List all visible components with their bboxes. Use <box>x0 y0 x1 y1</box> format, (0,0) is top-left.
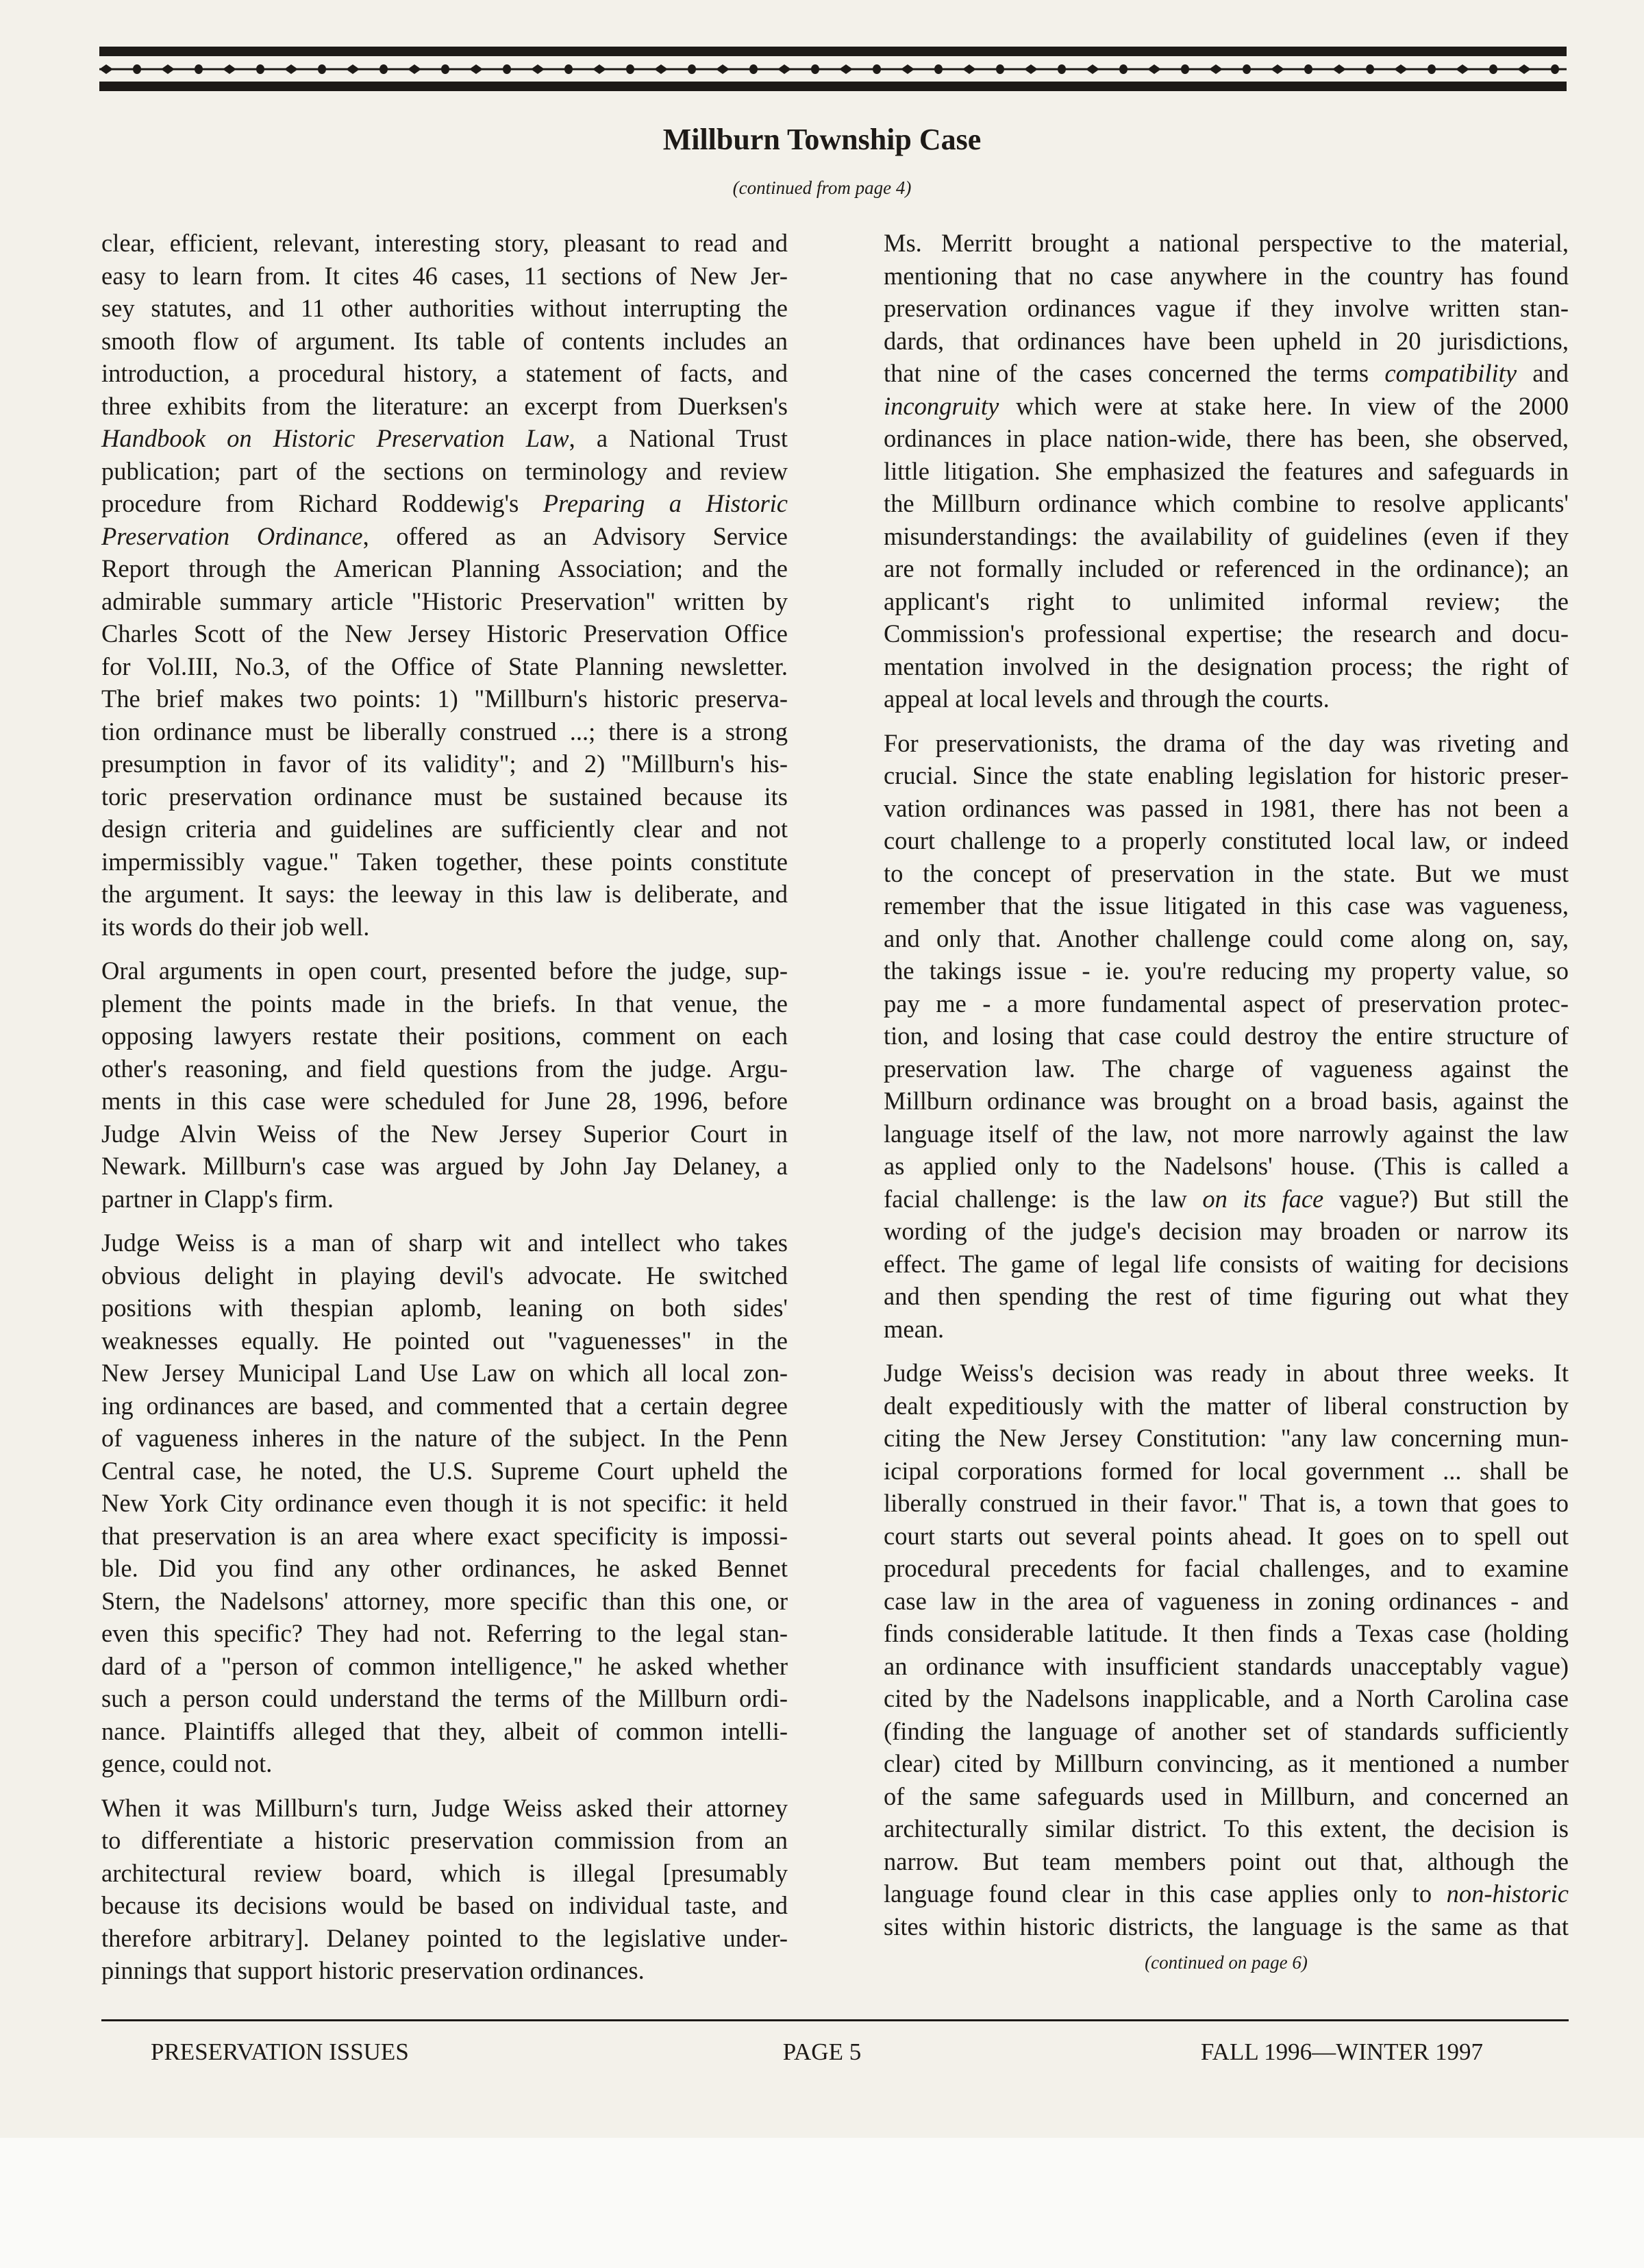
text-segment: ing ordinances are based, and commented that a certain degree <box>101 1391 788 1420</box>
page-margin <box>0 2138 1644 2268</box>
text-line <box>101 1650 788 1683</box>
text-line <box>101 585 788 618</box>
text-segment: to the concept of preservation in the state. But we must <box>884 859 1569 887</box>
text-line <box>101 325 788 358</box>
text-segment: gence, could not. <box>101 1749 273 1777</box>
dot-ornament <box>1366 64 1374 74</box>
text-segment: dards, that ordinances have been upheld in 20 jurisdictions, <box>884 326 1569 355</box>
text-segment: such a person could understand the terms of the Millburn ordi- <box>101 1684 788 1712</box>
text-segment: Charles Scott of the New Jersey Historic Preservation Office <box>101 619 788 648</box>
italic-title-text: non-historic <box>1446 1879 1569 1908</box>
text-line <box>101 1487 788 1520</box>
diamond-ornament <box>654 64 668 74</box>
paragraph <box>884 227 1569 715</box>
diamond-ornament <box>1517 64 1531 74</box>
text-line <box>884 552 1569 585</box>
text-segment: narrow. But team members point out that, although the <box>884 1847 1569 1875</box>
footer-issue-date: FALL 1996—WINTER 1997 <box>1200 2038 1483 2065</box>
text-segment: presumption in favor of its validity"; and 2) "Millburn's his- <box>101 750 788 778</box>
text-line <box>884 1910 1569 1943</box>
text-segment: Ms. Merritt brought a national perspective to the material, <box>884 229 1569 257</box>
text-segment: that nine of the cases concerned the terms <box>884 359 1385 387</box>
text-segment: that preservation is an area where exact specificity is impossi- <box>101 1521 788 1550</box>
text-segment: cited by the Nadelsons inapplicable, and a North Carolina case <box>884 1684 1569 1712</box>
text-segment: misunderstandings: the availability of guidelines (even if they <box>884 521 1569 550</box>
text-line <box>101 1617 788 1650</box>
dot-ornament <box>256 64 264 74</box>
text-line <box>884 1455 1569 1488</box>
text-segment: Commission's professional expertise; the research and docu- <box>884 619 1569 648</box>
diamond-ornament <box>716 64 730 74</box>
text-segment: ments in this case were scheduled for June 28, 1996, before <box>101 1087 788 1115</box>
text-segment: applicant's right to unlimited informal review; the <box>884 587 1569 615</box>
paragraph <box>101 954 788 1215</box>
left-column <box>101 227 788 1999</box>
text-line <box>884 1020 1569 1052</box>
text-line <box>884 1650 1569 1683</box>
dot-ornament <box>1489 64 1497 74</box>
text-segment: little litigation. She emphasized the features and safeguards in <box>884 456 1569 485</box>
text-segment: positions with thespian aplomb, leaning on both sides' <box>101 1294 788 1322</box>
text-segment: for Vol.III, No.3, of the Office of State Planning newsletter. <box>101 652 788 680</box>
text-segment: Millburn ordinance was brought on a broad basis, against the <box>884 1087 1569 1115</box>
diamond-ornament <box>99 64 113 74</box>
diamond-ornament <box>1394 64 1408 74</box>
text-line <box>884 857 1569 890</box>
dot-ornament <box>1181 64 1189 74</box>
text-line <box>884 357 1569 390</box>
diamond-ornament <box>1456 64 1469 74</box>
text-line <box>101 748 788 780</box>
text-line <box>101 227 788 260</box>
text-line <box>101 292 788 325</box>
text-line <box>884 1183 1569 1216</box>
text-segment: Central case, he noted, the U.S. Supreme Court upheld the <box>101 1456 788 1485</box>
text-line <box>884 422 1569 455</box>
text-line <box>884 585 1569 618</box>
text-line <box>101 422 788 455</box>
dot-ornament <box>688 64 696 74</box>
text-segment: vation ordinances was passed in 1981, there has not been a <box>884 793 1569 822</box>
text-line <box>884 1877 1569 1910</box>
dot-ornament <box>1058 64 1066 74</box>
dot-ornament <box>626 64 634 74</box>
diamond-ornament <box>408 64 421 74</box>
diamond-ornament <box>1147 64 1161 74</box>
diamond-ornament <box>839 64 853 74</box>
text-line <box>101 1052 788 1085</box>
text-segment: therefore arbitrary]. Delaney pointed to the legislative under- <box>101 1923 788 1952</box>
text-line <box>884 1585 1569 1618</box>
text-line <box>101 1824 788 1857</box>
dot-ornament <box>1428 64 1436 74</box>
paragraph <box>101 227 788 943</box>
text-line <box>101 1150 788 1183</box>
dot-ornament <box>503 64 511 74</box>
diamond-ornament <box>161 64 175 74</box>
text-line <box>101 780 788 813</box>
text-line <box>101 1954 788 1987</box>
text-segment: tion ordinance must be liberally construed ...; there is a strong <box>101 717 788 745</box>
text-line <box>101 682 788 715</box>
text-line <box>884 1150 1569 1183</box>
text-line <box>884 227 1569 260</box>
text-segment: Report through the American Planning Association; and the <box>101 554 788 582</box>
text-line <box>101 1682 788 1715</box>
footer-publication: PRESERVATION ISSUES <box>151 2038 409 2065</box>
text-segment: an ordinance with insufficient standards unacceptably vague) <box>884 1651 1569 1680</box>
text-segment: , a National Trust <box>569 424 788 452</box>
text-segment: pay me - a more fundamental aspect of preservation protec- <box>884 989 1569 1018</box>
text-segment: as applied only to the Nadelsons' house. (This is called a <box>884 1152 1569 1180</box>
diamond-ornament <box>346 64 360 74</box>
dot-ornament <box>195 64 203 74</box>
text-line <box>884 390 1569 423</box>
diamond-ornament <box>469 64 483 74</box>
text-segment: dealt expeditiously with the matter of liberal construction by <box>884 1391 1569 1420</box>
diamond-ornament <box>593 64 606 74</box>
header-bottom-bar <box>99 82 1567 91</box>
text-line <box>884 792 1569 825</box>
text-line <box>101 390 788 423</box>
text-line <box>884 1617 1569 1650</box>
text-segment: Newark. Millburn's case was argued by John Jay Delaney, a <box>101 1152 788 1180</box>
dot-ornament <box>1243 64 1251 74</box>
diamond-ornament <box>1086 64 1099 74</box>
text-segment: of the same safeguards used in Millburn, and concerned an <box>884 1782 1569 1810</box>
text-segment: finds considerable latitude. It then finds a Texas case (holding <box>884 1619 1569 1647</box>
text-line <box>884 1552 1569 1585</box>
text-segment: even this specific? They had not. Referring to the legal stan- <box>101 1619 788 1647</box>
right-column <box>884 227 1569 1975</box>
dot-ornament <box>1304 64 1312 74</box>
text-line <box>101 878 788 911</box>
diamond-ornament <box>962 64 976 74</box>
text-line <box>884 1390 1569 1422</box>
text-line <box>101 1227 788 1259</box>
text-line <box>884 1085 1569 1118</box>
text-line <box>101 1259 788 1292</box>
text-segment: preservation law. The charge of vagueness against the <box>884 1054 1569 1083</box>
text-line <box>884 650 1569 683</box>
text-line <box>884 487 1569 520</box>
text-line <box>101 357 788 390</box>
diamond-ornament <box>531 64 545 74</box>
italic-title-text: Preparing a Historic <box>543 489 788 517</box>
text-segment: effect. The game of legal life consists of waiting for decisions <box>884 1249 1569 1278</box>
text-segment: other's reasoning, and field questions from the judge. Argu- <box>101 1054 788 1083</box>
text-line <box>101 954 788 987</box>
text-segment: New Jersey Municipal Land Use Law on which all local zon- <box>101 1359 788 1387</box>
text-segment: dard of a "person of common intelligence," he asked whether <box>101 1651 788 1680</box>
text-segment: clear, efficient, relevant, interesting story, pleasant to read and <box>101 229 788 257</box>
text-segment: three exhibits from the literature: an excerpt from Duerksen's <box>101 391 788 420</box>
diamond-ornament <box>1209 64 1223 74</box>
text-line <box>101 911 788 944</box>
text-segment: sey statutes, and 11 other authorities without interrupting the <box>101 294 788 322</box>
text-line <box>101 715 788 748</box>
continued-on-note: (continued on page 6) <box>1145 1952 1308 1973</box>
text-line <box>101 552 788 585</box>
text-line <box>101 1085 788 1118</box>
dot-ornament <box>934 64 943 74</box>
diamond-ornament <box>1332 64 1346 74</box>
diamond-ornament <box>1271 64 1284 74</box>
text-line <box>884 1357 1569 1390</box>
text-line <box>101 1747 788 1780</box>
text-segment: obvious delight in playing devil's advocate. He switched <box>101 1261 788 1290</box>
text-segment: ble. Did you find any other ordinances, he asked Bennet <box>101 1554 788 1582</box>
dot-ornament <box>564 64 573 74</box>
text-segment: wording of the judge's decision may broaden or narrow its <box>884 1217 1569 1245</box>
text-segment: , offered as an Advisory Service <box>362 521 788 550</box>
dot-ornament <box>1551 64 1559 74</box>
text-segment: ordinances in place nation-wide, there has been, she observed, <box>884 424 1569 452</box>
text-line <box>101 1183 788 1216</box>
text-segment: mean. <box>884 1314 945 1343</box>
text-line <box>884 1215 1569 1248</box>
text-segment: publication; part of the sections on terminology and review <box>101 456 788 485</box>
text-line <box>101 1792 788 1825</box>
text-line <box>101 1118 788 1150</box>
text-line <box>101 617 788 650</box>
dot-ornament <box>441 64 449 74</box>
text-segment: and <box>1517 359 1569 387</box>
text-segment: Oral arguments in open court, presented before the judge, sup- <box>101 957 788 985</box>
text-line <box>101 1715 788 1748</box>
text-line <box>101 1857 788 1890</box>
text-segment: Judge Weiss is a man of sharp wit and intellect who takes <box>101 1229 788 1257</box>
text-line <box>101 1292 788 1324</box>
italic-title-text: Handbook on Historic Preservation Law <box>101 424 569 452</box>
text-segment: which were at stake here. In view of the 2000 <box>999 391 1569 420</box>
text-segment: and only that. Another challenge could come along on, say, <box>884 924 1569 952</box>
text-segment: Judge Alvin Weiss of the New Jersey Superior Court in <box>101 1119 788 1148</box>
text-line <box>884 1747 1569 1780</box>
text-line <box>101 487 788 520</box>
text-segment: procedural precedents for facial challenges, and to examine <box>884 1554 1569 1582</box>
text-segment: New York City ordinance even though it is not specific: it held <box>101 1489 788 1517</box>
text-line <box>101 1422 788 1455</box>
text-segment: For preservationists, the drama of the day was riveting and <box>884 728 1569 757</box>
text-line <box>101 1020 788 1052</box>
text-segment: appeal at local levels and through the courts. <box>884 685 1330 713</box>
dot-ornament <box>133 64 141 74</box>
italic-title-text: on its face <box>1202 1184 1324 1213</box>
text-segment: toric preservation ordinance must be sustained because its <box>101 782 788 811</box>
text-segment: and then spending the rest of time figuring out what they <box>884 1282 1569 1310</box>
text-line <box>884 1845 1569 1878</box>
dot-ornament <box>379 64 388 74</box>
text-segment: admirable summary article "Historic Preservation" written by <box>101 587 788 615</box>
text-line <box>101 1552 788 1585</box>
text-line <box>101 1455 788 1488</box>
text-segment: liberally construed in their favor." That is, a town that goes to <box>884 1489 1569 1517</box>
text-segment: (finding the language of another set of standards sufficiently <box>884 1716 1569 1745</box>
text-segment: icipal corporations formed for local government ... shall be <box>884 1456 1569 1485</box>
text-line <box>884 1487 1569 1520</box>
text-segment: court challenge to a properly constituted local law, or indeed <box>884 826 1569 854</box>
text-segment: the takings issue - ie. you're reducing my property value, so <box>884 957 1569 985</box>
text-segment: case law in the area of vagueness in zoning ordinances - and <box>884 1586 1569 1615</box>
text-line <box>101 1324 788 1357</box>
text-line <box>101 1585 788 1618</box>
diamond-ornament <box>777 64 791 74</box>
text-line <box>884 1248 1569 1281</box>
text-segment: smooth flow of argument. Its table of contents includes an <box>101 326 788 355</box>
text-line <box>101 987 788 1020</box>
dot-ornament <box>318 64 326 74</box>
text-segment: pinnings that support historic preservation ordinances. <box>101 1956 645 1984</box>
text-segment: crucial. Since the state enabling legislation for historic preser- <box>884 761 1569 789</box>
text-segment: Stern, the Nadelsons' attorney, more specific than this one, or <box>101 1586 788 1615</box>
text-line <box>884 759 1569 792</box>
italic-title-text: incongruity <box>884 391 999 420</box>
text-segment: preservation ordinances vague if they involve written stan- <box>884 294 1569 322</box>
text-segment: court starts out several points ahead. It goes on to spell out <box>884 1521 1569 1550</box>
text-segment: architecturally similar district. To this extent, the decision is <box>884 1814 1569 1842</box>
text-line <box>884 1280 1569 1313</box>
text-line <box>884 682 1569 715</box>
header-top-bar <box>99 47 1567 56</box>
diamond-ornament <box>223 64 236 74</box>
text-line <box>101 846 788 878</box>
footer-page-number: PAGE 5 <box>782 2038 862 2065</box>
text-segment: easy to learn from. It cites 46 cases, 11 sections of New Jer- <box>101 261 788 290</box>
text-line <box>884 727 1569 760</box>
text-segment: language found clear in this case applies only to <box>884 1879 1447 1908</box>
text-line <box>101 1520 788 1553</box>
text-line <box>884 520 1569 553</box>
paragraph <box>884 1357 1569 1943</box>
italic-title-text: compatibility <box>1384 359 1517 387</box>
text-segment: plement the points made in the briefs. In that venue, the <box>101 989 788 1018</box>
text-segment: because its decisions would be based on individual taste, and <box>101 1891 788 1919</box>
diamond-ornament <box>1024 64 1038 74</box>
text-segment: tion, and losing that case could destroy the entire structure of <box>884 1022 1569 1050</box>
text-segment: facial challenge: is the law <box>884 1184 1203 1213</box>
text-segment: clear) cited by Millburn convincing, as it mentioned a number <box>884 1749 1569 1777</box>
text-line <box>884 1682 1569 1715</box>
text-line <box>101 1357 788 1390</box>
text-segment: of vagueness inheres in the nature of the subject. In the Penn <box>101 1424 788 1452</box>
text-segment: language itself of the law, not more narrowly against the law <box>884 1119 1569 1148</box>
text-segment: mentation involved in the designation process; the right of <box>884 652 1569 680</box>
diamond-ornament <box>284 64 298 74</box>
text-line <box>884 1052 1569 1085</box>
text-segment: are not formally included or referenced in the ordinance); an <box>884 554 1569 582</box>
text-segment: partner in Clapp's firm. <box>101 1184 334 1213</box>
text-segment: its words do their job well. <box>101 912 370 941</box>
text-segment: Judge Weiss's decision was ready in about three weeks. It <box>884 1359 1569 1387</box>
text-line <box>101 1889 788 1922</box>
text-segment: architectural review board, which is illegal [presumably <box>101 1858 788 1887</box>
text-segment: remember that the issue litigated in this case was vagueness, <box>884 891 1569 920</box>
text-line <box>101 260 788 293</box>
footer-rule <box>101 2019 1569 2021</box>
decorative-header-rule <box>96 41 1576 96</box>
text-line <box>884 260 1569 293</box>
diamond-ornament <box>901 64 914 74</box>
text-segment: the Millburn ordinance which combine to resolve applicants' <box>884 489 1569 517</box>
continued-from-note: (continued from page 4) <box>732 177 912 198</box>
article-title: Millburn Township Case <box>662 123 982 156</box>
dot-ornament <box>996 64 1004 74</box>
text-line <box>101 650 788 683</box>
text-line <box>884 325 1569 358</box>
text-segment: opposing lawyers restate their positions, comment on each <box>101 1022 788 1050</box>
text-segment: sites within historic districts, the language is the same as that <box>884 1912 1569 1940</box>
dot-ornament <box>749 64 758 74</box>
text-line <box>884 922 1569 955</box>
text-segment: citing the New Jersey Constitution: "any law concerning mun- <box>884 1424 1569 1452</box>
text-segment: introduction, a procedural history, a statement of facts, and <box>101 359 788 387</box>
text-segment: The brief makes two points: 1) "Millburn's historic preserva- <box>101 685 788 713</box>
text-segment: vague?) But still the <box>1323 1184 1569 1213</box>
text-segment: impermissibly vague." Taken together, these points constitute <box>101 847 788 876</box>
text-segment: procedure from Richard Roddewig's <box>101 489 543 517</box>
text-segment: nance. Plaintiffs alleged that they, albeit of common intelli- <box>101 1716 788 1745</box>
text-line <box>884 1780 1569 1813</box>
text-line <box>884 987 1569 1020</box>
text-segment: mentioning that no case anywhere in the country has found <box>884 261 1569 290</box>
text-line <box>101 1922 788 1955</box>
text-line <box>884 455 1569 488</box>
text-line <box>101 813 788 846</box>
paragraph <box>101 1792 788 1987</box>
text-line <box>884 954 1569 987</box>
dot-ornament <box>811 64 819 74</box>
paragraph <box>101 1227 788 1780</box>
text-segment: design criteria and guidelines are sufficiently clear and not <box>101 815 788 843</box>
paragraph <box>884 727 1569 1346</box>
text-line <box>884 1313 1569 1346</box>
text-segment: When it was Millburn's turn, Judge Weiss asked their attorney <box>101 1793 788 1822</box>
italic-title-text: Preservation Ordinance <box>101 521 363 550</box>
text-segment: weaknesses equally. He pointed out "vaguenesses" in the <box>101 1326 788 1355</box>
text-line <box>884 1520 1569 1553</box>
text-line <box>101 455 788 488</box>
text-line <box>884 1118 1569 1150</box>
text-segment: to differentiate a historic preservation commission from an <box>101 1826 788 1854</box>
dot-ornament <box>873 64 881 74</box>
text-line <box>101 1390 788 1422</box>
text-line <box>884 1715 1569 1748</box>
text-line <box>884 1422 1569 1455</box>
text-line <box>884 889 1569 922</box>
text-line <box>884 824 1569 857</box>
dot-ornament <box>1119 64 1128 74</box>
text-line <box>884 292 1569 325</box>
text-line <box>101 520 788 553</box>
text-segment: the argument. It says: the leeway in this law is deliberate, and <box>101 880 788 908</box>
text-line <box>884 617 1569 650</box>
text-line <box>884 1812 1569 1845</box>
